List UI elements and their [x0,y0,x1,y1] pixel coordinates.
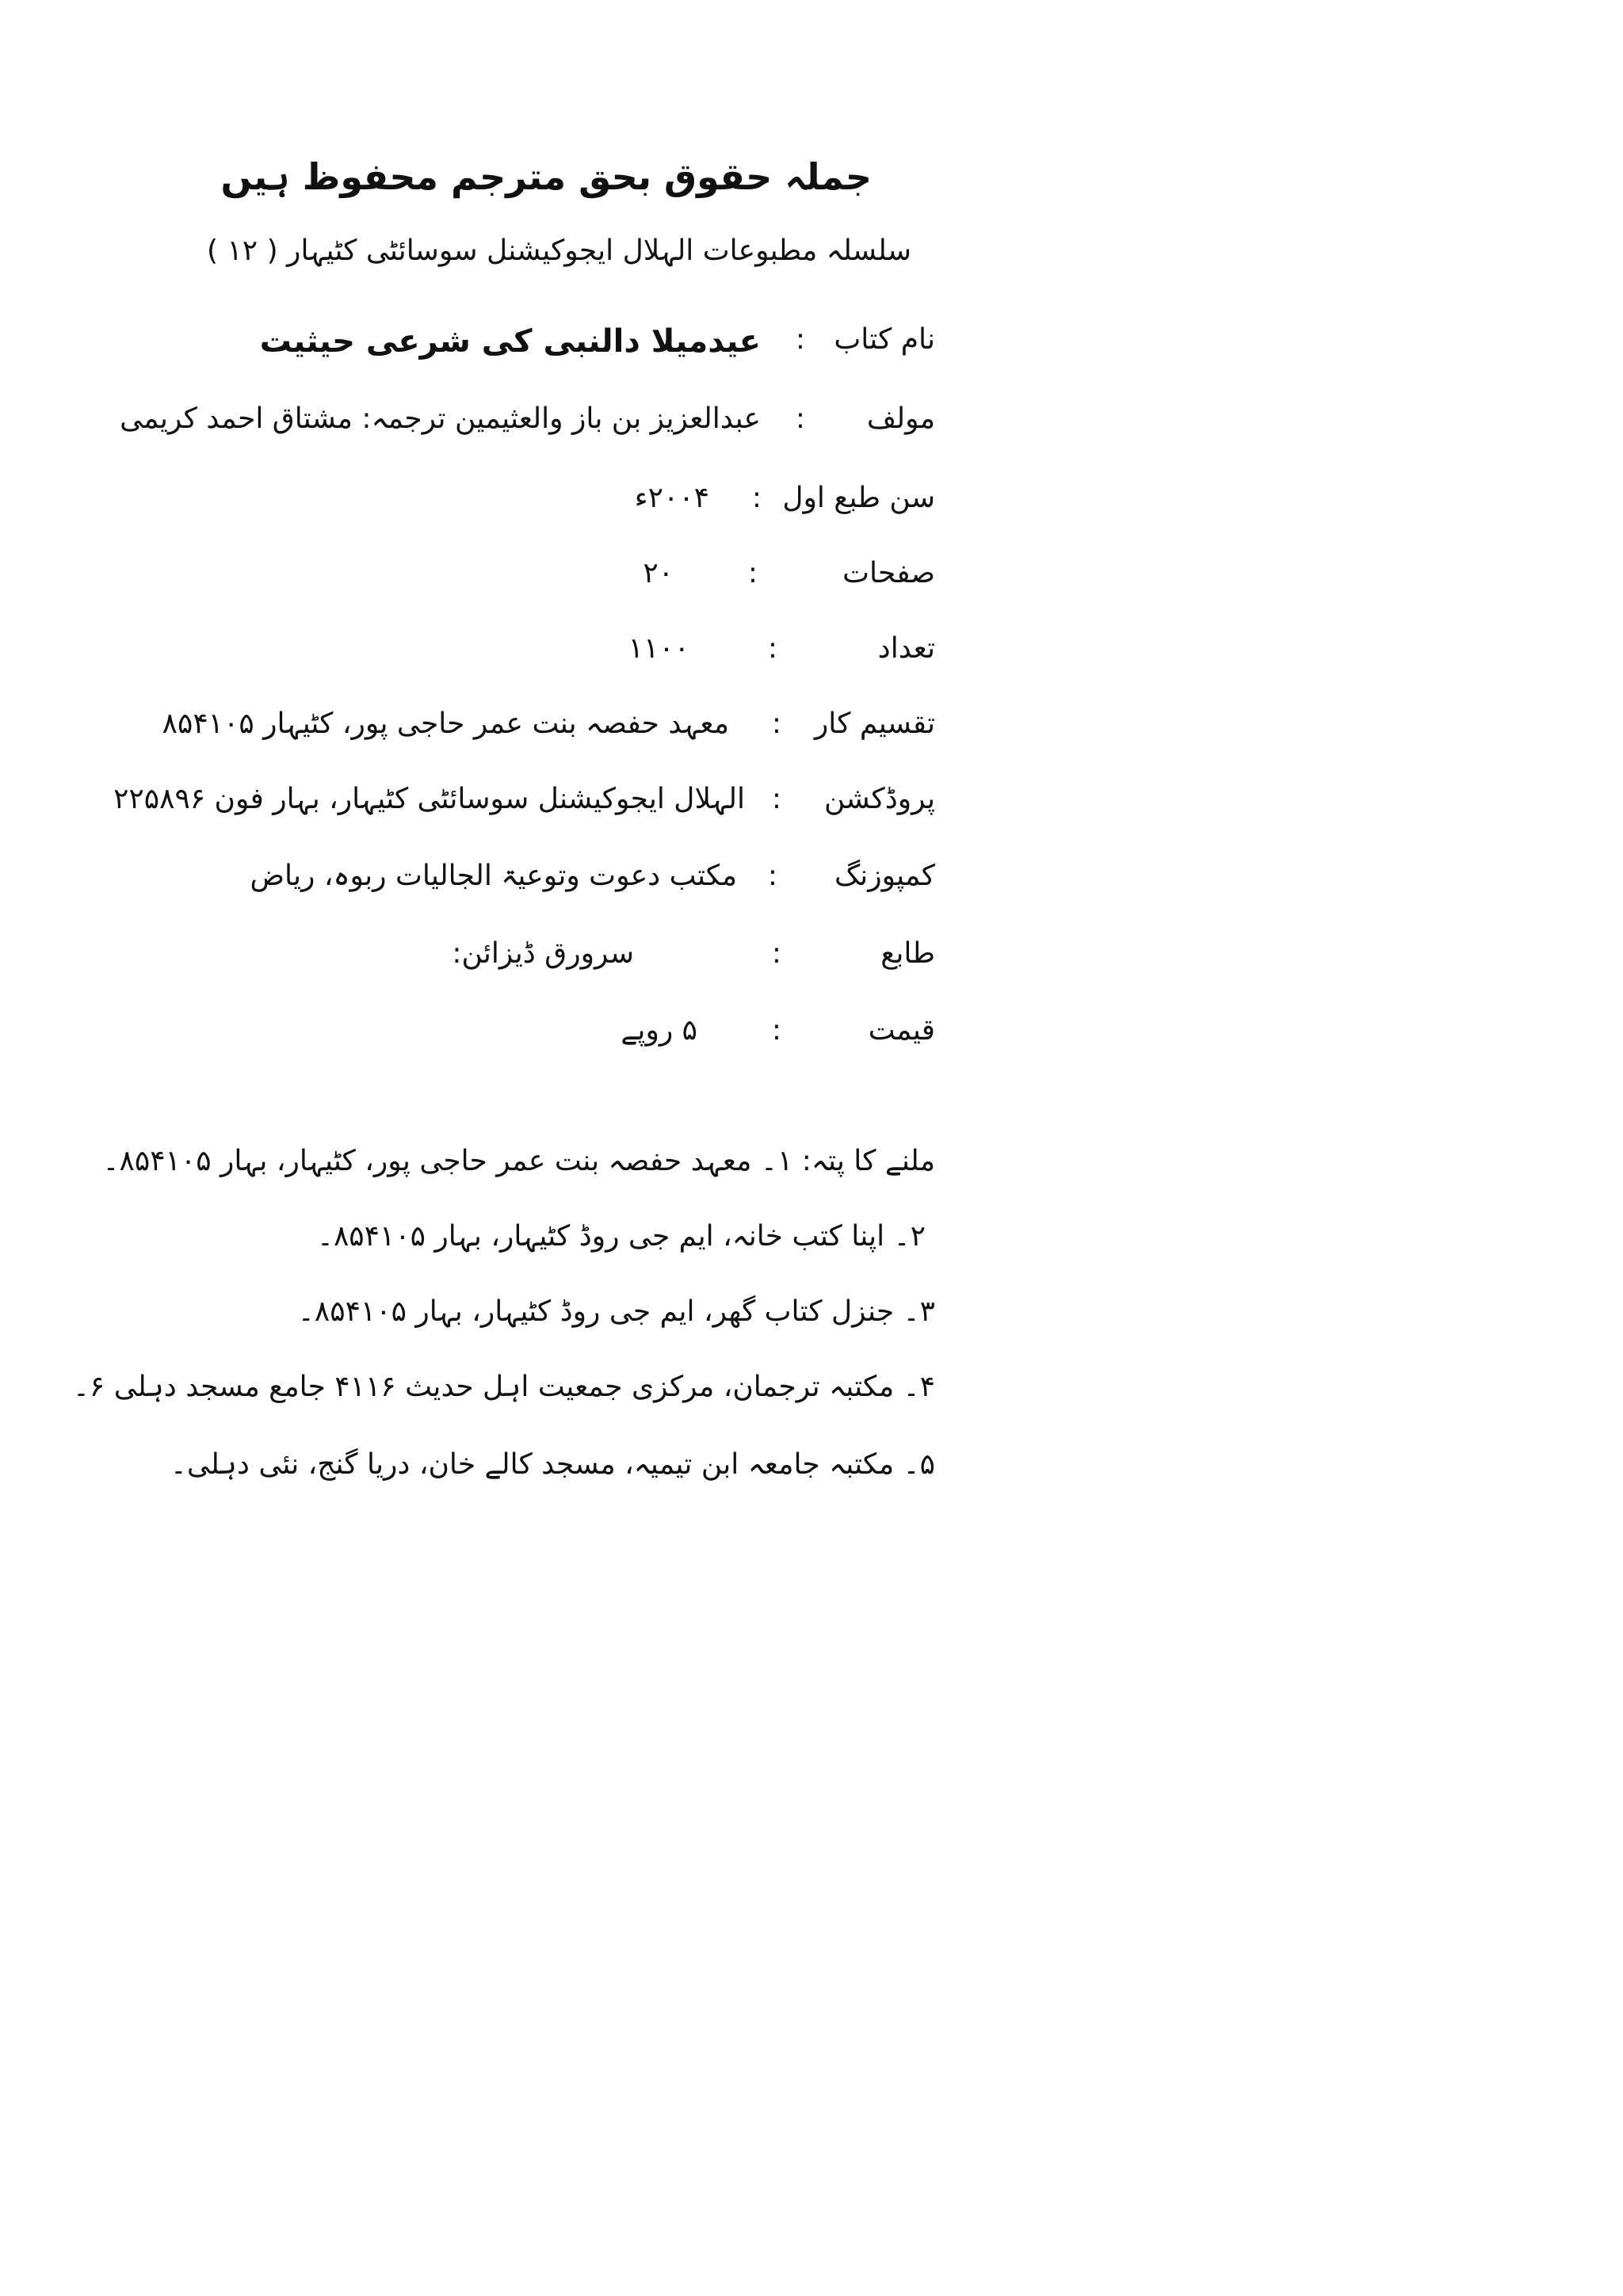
meta-separator: : [771,783,782,815]
meta-row-pages [143,557,935,605]
meta-row-printer [143,937,935,985]
meta-label: کمپوزنگ [834,860,935,892]
meta-value-price: ۵ روپے [621,1014,697,1047]
meta-separator: : [767,632,778,665]
meta-row-price [143,1014,935,1062]
meta-value-author: عبدالعزیز بن باز والعثیمین ترجمہ: مشتاق احمد کریمی [120,402,761,435]
address-item: ۳۔ جنزل کتاب گھر، ایم جی روڈ کٹیہار، بہار ۸۵۴۱۰۵۔ [297,1295,935,1328]
meta-separator: : [767,860,778,892]
meta-row-production [113,783,935,830]
meta-row-book-name [143,323,935,371]
meta-row-edition-year [143,482,935,529]
address-line-1 [102,1145,935,1177]
address-item: ۱۔ معہد حفصہ بنت عمر حاجی پور، کٹیہار، بہار ۸۵۴۱۰۵۔ [102,1145,793,1177]
meta-separator: : [771,707,782,740]
copyright-heading: جملہ حقوق بحق مترجم محفوظ ہیں [220,155,872,198]
address-item: ۲۔ اپنا کتب خانہ، ایم جی روڈ کٹیہار، بہار ۸۵۴۱۰۵۔ [316,1220,926,1253]
meta-separator: : [771,937,782,970]
meta-label: مولف [866,402,935,435]
meta-separator: : [771,1014,782,1047]
meta-row-author [120,402,935,450]
meta-label: صفحات [842,557,935,589]
meta-separator: : [747,557,758,589]
meta-label: طابع [880,937,935,970]
meta-row-distributor [143,707,935,755]
meta-label: قیمت [868,1014,935,1047]
address-item: ۵۔ مکتبہ جامعہ ابن تیمیہ، مسجد کالے خان، دریا گنج، نئی دہلی۔ [170,1448,935,1481]
meta-separator: : [795,323,806,356]
meta-row-composing [143,860,935,907]
meta-value-cover-design: سرورق ڈیزائن: [452,937,634,970]
meta-value-year: ۲۰۰۴ء [634,482,709,514]
meta-value-production: الہلال ایجوکیشنل سوسائٹی کٹیہار، بہار فون ۲۲۵۸۹۶ [113,783,745,815]
meta-value-pages: ۲۰ [643,557,674,589]
meta-label: سن طبع اول [782,482,935,514]
address-line-4 [72,1371,935,1403]
meta-value-distributor: معہد حفصہ بنت عمر حاجی پور، کٹیہار ۸۵۴۱۰۵ [162,707,729,740]
address-line-3 [143,1295,935,1328]
address-intro: ملنے کا پتہ: [801,1145,935,1177]
meta-separator: : [751,482,762,514]
meta-value-quantity: ۱۱۰۰ [628,632,689,665]
address-item: ۴۔ مکتبہ ترجمان، مرکزی جمعیت اہل حدیث ۴۱۱۶ جامع مسجد دہلی ۶۔ [72,1371,935,1403]
address-line-2 [133,1220,926,1253]
meta-label: نام کتاب [834,323,935,356]
meta-row-quantity [143,632,935,680]
meta-separator: : [795,402,806,435]
meta-label: تقسیم کار [814,707,935,740]
address-line-5 [143,1448,935,1481]
meta-label: تعداد [877,632,935,665]
meta-label: پروڈکشن [824,783,935,815]
series-line: سلسلہ مطبوعات الہلال ایجوکیشنل سوسائٹی کٹیہار ( ۱۲ ) [206,235,911,267]
meta-value-composing: مکتب دعوت وتوعیۃ الجالیات ربوہ، ریاض [250,860,737,892]
meta-value-book-title: عیدمیلا دالنبی کی شرعی حیثیت [259,323,761,360]
